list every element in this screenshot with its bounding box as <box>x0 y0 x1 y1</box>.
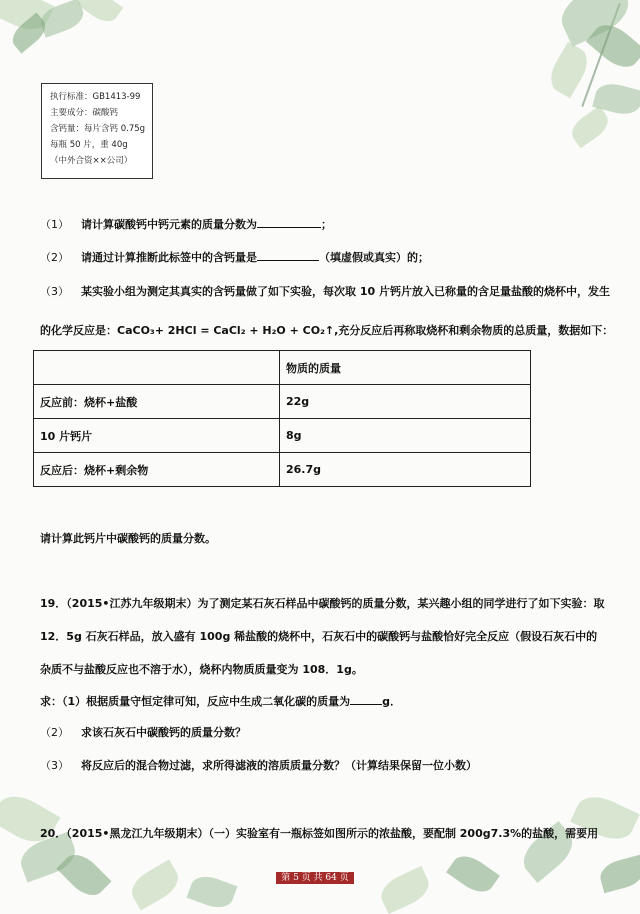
label-line-package: 每瓶 50 片，重 40g <box>50 140 128 150</box>
question-3-line-1 <box>40 283 620 299</box>
table-cell: 10 片钙片 <box>34 419 280 453</box>
question-3-text-1: 某实验小组为测定其真实的含钙量做了如下实验，每次取 10 片钙片放入已称量的含足量盐酸的烧杯中，发生 <box>81 285 610 298</box>
table-cell: 8g <box>280 419 531 453</box>
question-19-sub-1-tail: g． <box>382 695 402 708</box>
table-cell: 反应后：烧杯+剩余物 <box>34 453 280 487</box>
table-header-cell <box>34 351 280 385</box>
table-cell: 22g <box>280 385 531 419</box>
question-1-number: （1） <box>40 218 69 231</box>
label-line-ingredient: 主要成分：碳酸钙 <box>50 108 119 118</box>
label-line-standard: 执行标准：GB1413-99 <box>50 92 141 102</box>
answer-blank <box>257 227 321 228</box>
question-3-number: （3） <box>40 285 69 298</box>
question-3-ask: 请计算此钙片中碳酸钙的质量分数。 <box>40 532 216 545</box>
question-19-line-1: 19．（2015•江苏九年级期末）为了测定某石灰石样品中碳酸钙的质量分数，某兴趣小组的同学进行了如下实验：取 <box>40 597 605 610</box>
answer-blank <box>350 704 382 705</box>
question-19-sub-3-text: 将反应后的混合物过滤，求所得滤液的溶质质量分数？（计算结果保留一位小数） <box>81 759 477 772</box>
question-19-sub-2 <box>40 724 620 740</box>
table-row <box>34 385 531 419</box>
question-19-sub-3 <box>40 757 620 773</box>
question-19-sub-2-number: （2） <box>40 726 69 739</box>
question-2-text: 请通过计算推断此标签中的含钙量是 <box>81 251 257 264</box>
question-19-sub-1-text: 求：（1）根据质量守恒定律可知，反应中生成二氧化碳的质量为 <box>40 695 351 708</box>
question-19-sub-1 <box>40 693 620 709</box>
product-label-box <box>41 83 153 179</box>
question-1-tail: ； <box>321 218 332 231</box>
answer-blank <box>257 260 319 261</box>
table-header-cell: 物质的质量 <box>280 351 531 385</box>
question-3-line-2: 的化学反应是：CaCO₃+ 2HCl = CaCl₂ + H₂O + CO₂↑,充分反应后再称取烧杯和剩余物质的总质量，数据如下： <box>40 324 614 337</box>
page-number-footer: 第 5 页 共 64 页 <box>276 872 354 884</box>
label-line-company: （中外合资××公司） <box>50 156 133 166</box>
question-2-tail: （填虚假或真实）的； <box>319 251 429 264</box>
question-19-line-3: 杂质不与盐酸反应也不溶于水），烧杯内物质质量变为 108．1g。 <box>40 663 363 676</box>
label-line-calcium: 含钙量：每片含钙 0.75g <box>50 124 146 134</box>
question-2-number: （2） <box>40 251 69 264</box>
question-19-line-2: 12．5g 石灰石样品，放入盛有 100g 稀盐酸的烧杯中，石灰石中的碳酸钙与盐酸恰好完全反应（假设石灰石中的 <box>40 630 598 643</box>
question-1-text: 请计算碳酸钙中钙元素的质量分数为 <box>81 218 257 231</box>
table-row <box>34 453 531 487</box>
table-cell: 反应前：烧杯+盐酸 <box>34 385 280 419</box>
question-2 <box>40 249 620 265</box>
question-20-line-1: 20．（2015•黑龙江九年级期末）（一）实验室有一瓶标签如图所示的浓盐酸，要配制 200g7.3%的盐酸，需要用 <box>40 827 599 840</box>
table-row <box>34 419 531 453</box>
question-1 <box>40 216 620 232</box>
question-19-sub-2-text: 求该石灰石中碳酸钙的质量分数？ <box>81 726 246 739</box>
mass-data-table <box>33 350 531 487</box>
question-19-sub-3-number: （3） <box>40 759 69 772</box>
table-cell: 26.7g <box>280 453 531 487</box>
table-header-row <box>34 351 531 385</box>
